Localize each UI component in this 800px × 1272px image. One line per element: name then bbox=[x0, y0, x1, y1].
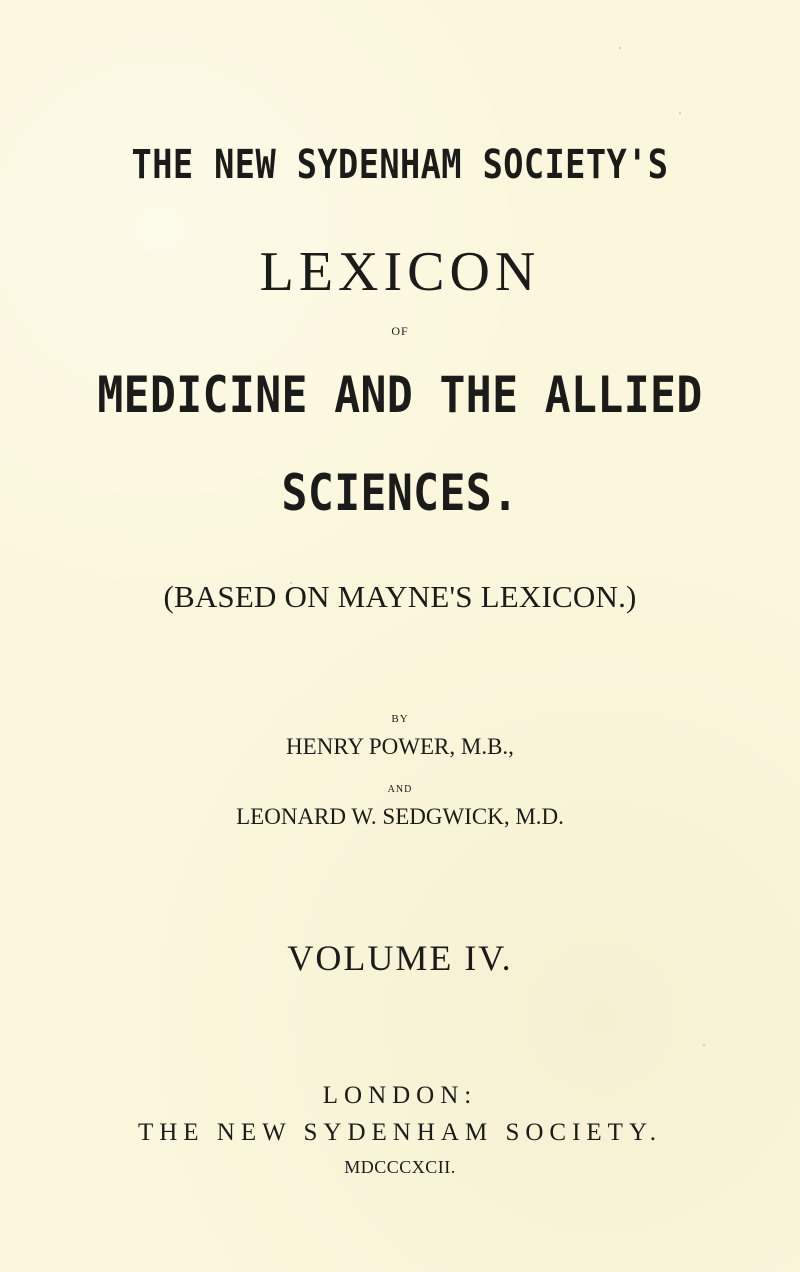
volume-line: VOLUME IV. bbox=[287, 938, 513, 978]
based-on-line: (BASED ON MAYNE'S LEXICON.) bbox=[163, 579, 637, 614]
society-line: THE NEW SYDENHAM SOCIETY'S bbox=[131, 142, 669, 188]
author-2: LEONARD W. SEDGWICK, M.D. bbox=[236, 804, 564, 829]
subject-line-1: MEDICINE AND THE ALLIED bbox=[97, 366, 703, 424]
paper-speck bbox=[619, 47, 621, 49]
publisher-line: THE NEW SYDENHAM SOCIETY. bbox=[137, 1119, 663, 1146]
subject-line-2: SCIENCES. bbox=[281, 464, 519, 522]
year-line: MDCCCXCII. bbox=[344, 1157, 456, 1177]
and-line: AND bbox=[387, 784, 413, 795]
author-1: HENRY POWER, M.B., bbox=[286, 734, 514, 759]
paper-speck bbox=[679, 112, 681, 114]
place-line: LONDON: bbox=[322, 1082, 478, 1109]
by-line: BY bbox=[391, 713, 409, 725]
paper-speck bbox=[703, 1044, 705, 1046]
main-title: LEXICON bbox=[259, 241, 541, 303]
of-line: OF bbox=[391, 324, 409, 338]
